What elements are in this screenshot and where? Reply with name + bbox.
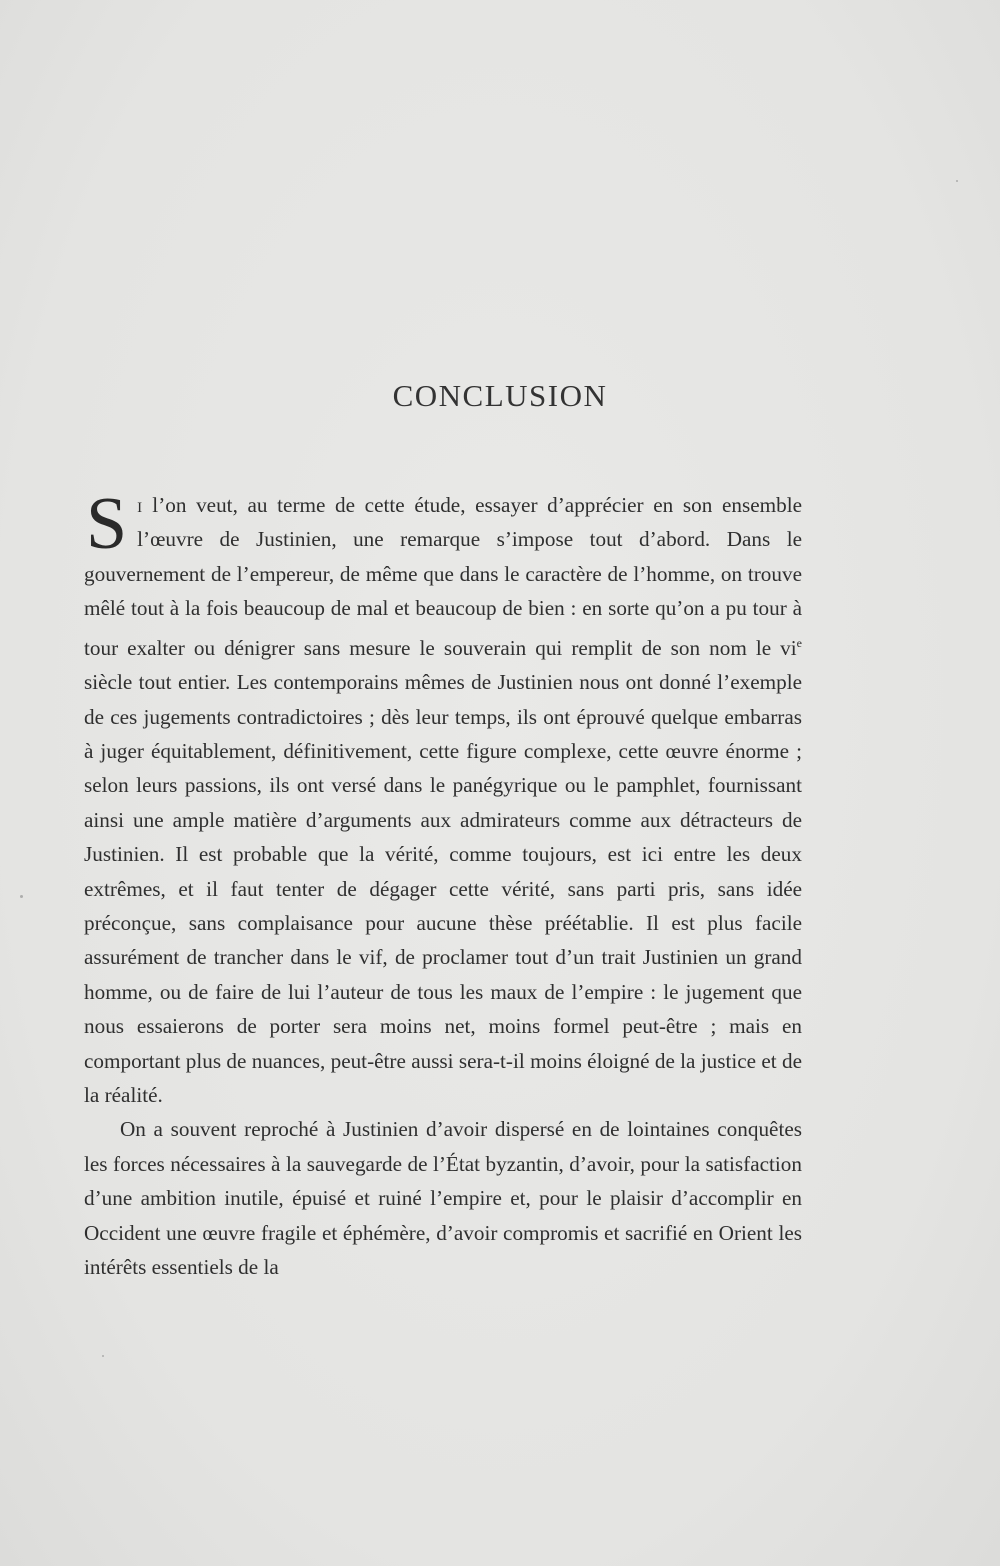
century-superscript: e [796, 635, 802, 650]
paragraph-1 [84, 483, 802, 1112]
paper-speck [956, 180, 958, 182]
drop-cap: S [86, 483, 128, 565]
paper-speck [20, 895, 23, 898]
chapter-title: CONCLUSION [392, 378, 608, 413]
paragraph-2: On a souvent reproché à Justinien d’avoir dispersé en de lointaines conquêtes les forces nécessaires à la sauvegarde de l’État byzantin, d’avoir, pour la satisfaction d’une ambition inutile, épuisé et ruiné l’empire et, pour le plaisir d’accomplir en Occident une œuvre fragile et éphémère, d’avoir compromis et sacrifié en Orient les intérêts essentiels de la [84, 1117, 802, 1279]
paragraph-1-text: l’on veut, au terme de cette étude, essayer d’apprécier en son ensemble l’œuvre de Justinien, une remarque s’impose tout d’abord. Dans le gouvernement de l’empereur, de même que dans le caractère de l’homme, on trouve mêlé tout à la fois beaucoup de mal et beaucoup de bien : en sorte qu’on a pu tour à tour exalter ou dénigrer sans mesure le souverain qui remplit de son nom le vi [84, 493, 802, 660]
drop-cap-continuation: i [137, 493, 143, 517]
paragraph-1-text-end: siècle tout entier. Les contemporains mêmes de Justinien nous ont donné l’exemple de ces jugements contradictoires ; dès leur temps, ils ont éprouvé quelque embarras à juger équitablement, définitivement, cette figure complexe, cette œuvre énorme ; selon leurs passions, ils ont versé dans le panégyrique ou le pamphlet, fournissant ainsi une ample matière d’arguments aux admirateurs comme aux détracteurs de Justinien. Il est probable que la vérité, comme toujours, est ici entre les deux extrêmes, et il faut tenter de dégager cette vérité, sans parti pris, sans idée préconçue, sans complaisance pour aucune thèse préétablie. Il est plus facile assurément de trancher dans le vif, de proclamer tout d’un trait Justinien un grand homme, ou de faire de lui l’auteur de tous les maux de l’empire : le jugement que nous essaierons de porter sera moins net, moins formel peut-être ; mais en comportant plus de nuances, peut-être aussi sera-t-il moins éloigné de la justice et de la réalité. [84, 670, 802, 1107]
paper-speck [102, 1355, 104, 1357]
chapter-body [84, 483, 802, 1284]
